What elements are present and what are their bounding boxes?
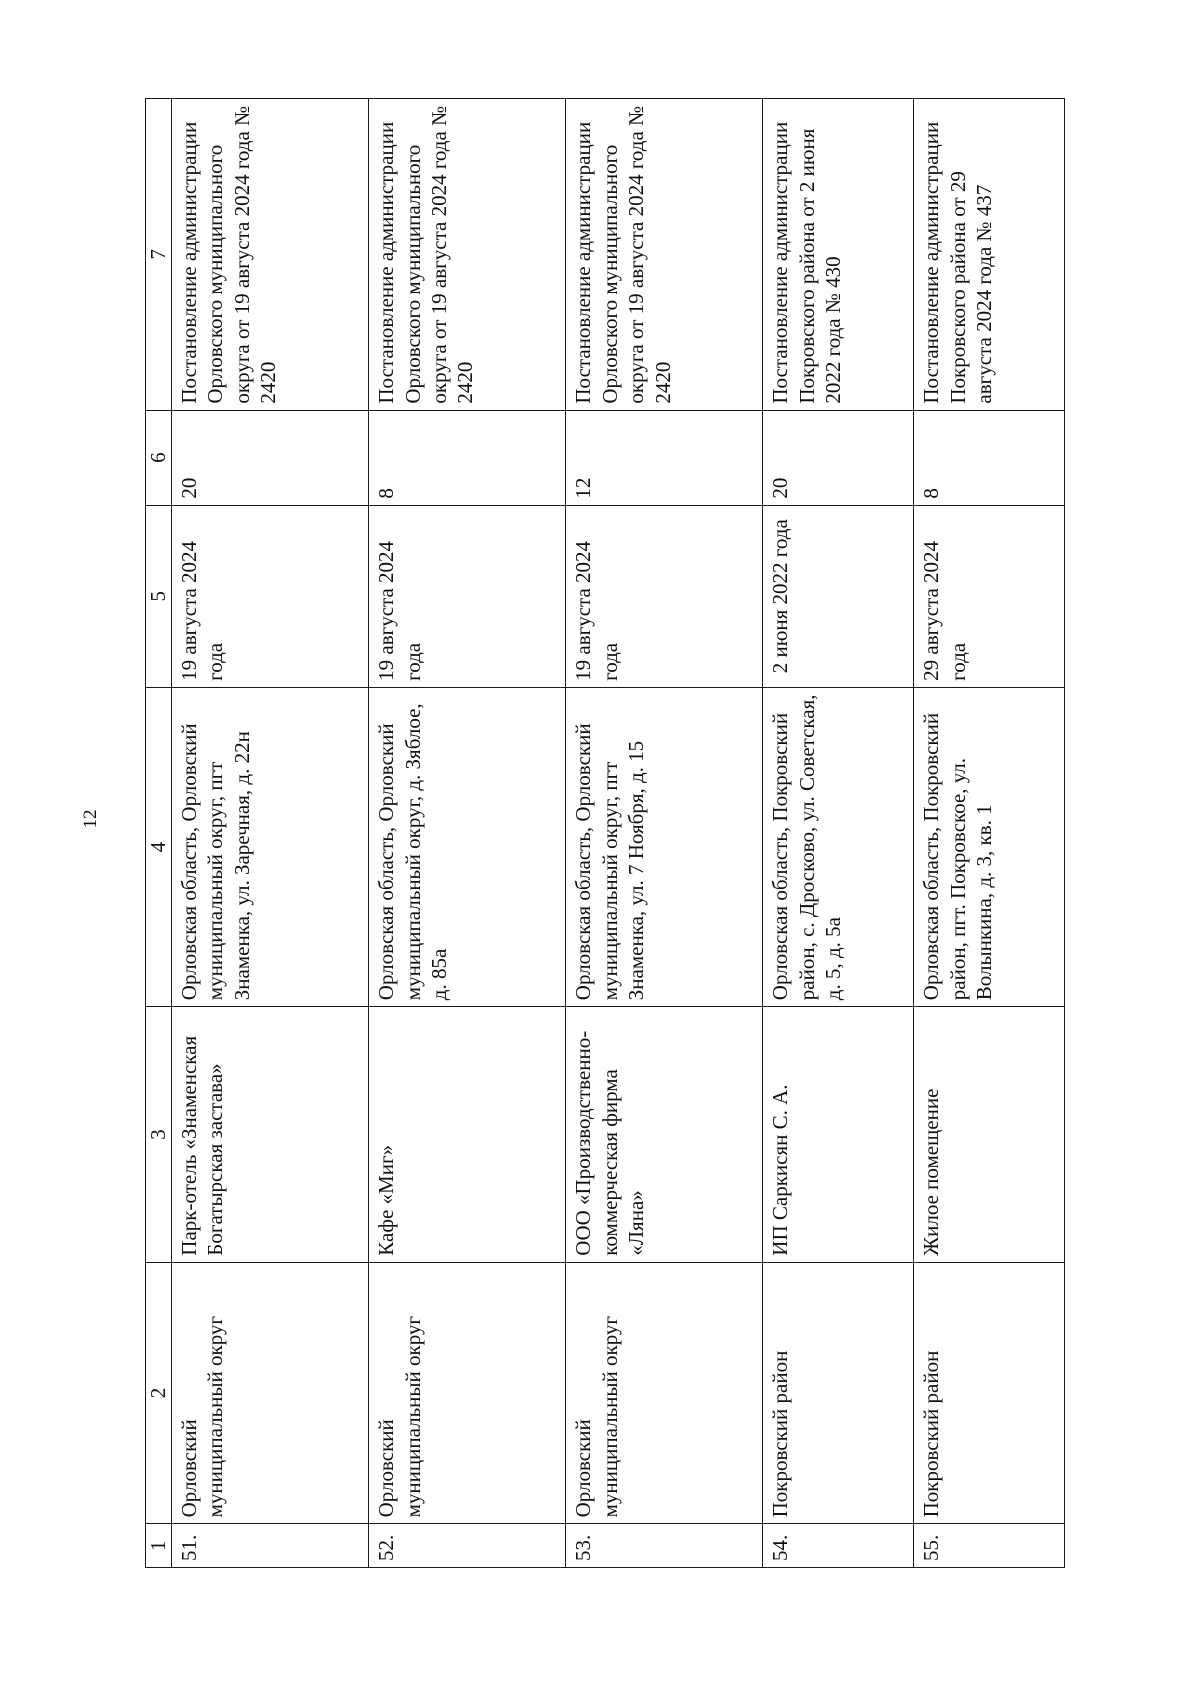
object-cell: Парк-отель «Знаменская Богатырская застава» (172, 1007, 369, 1262)
document-cell: Постановление администрации Орловского муниципального округа от 19 августа 2024 года № 2420 (172, 99, 369, 411)
object-cell: Жилое помещение (914, 1007, 1065, 1262)
table-row (914, 99, 1065, 1568)
object-cell: Кафе «Миг» (369, 1007, 566, 1262)
header-cell-6: 6 (146, 410, 172, 505)
document-cell: Постановление администрации Покровского района от 29 августа 2024 года № 437 (914, 99, 1065, 411)
registry-table (145, 98, 1065, 1568)
count-cell: 20 (172, 410, 369, 505)
object-cell: ИП Саркисян С. А. (763, 1007, 914, 1262)
address-cell: Орловская область, Орловский муниципальный округ, д. Зяблое, д. 85а (369, 687, 566, 1006)
table-row (566, 99, 763, 1568)
header-cell-7: 7 (146, 99, 172, 411)
date-cell: 19 августа 2024 года (566, 505, 763, 687)
document-cell: Постановление администрации Орловского муниципального округа от 19 августа 2024 года № 2420 (566, 99, 763, 411)
header-cell-5: 5 (146, 505, 172, 687)
district-cell: Покровский район (914, 1262, 1065, 1524)
count-cell: 8 (914, 410, 1065, 505)
document-cell: Постановление администрации Покровского района от 2 июня 2022 года № 430 (763, 99, 914, 411)
count-cell: 8 (369, 410, 566, 505)
district-cell: Орловский муниципальный округ (566, 1262, 763, 1524)
date-cell: 19 августа 2024 года (172, 505, 369, 687)
date-cell: 29 августа 2024 года (914, 505, 1065, 687)
object-cell: ООО «Производственно-коммерческая фирма «Ляна» (566, 1007, 763, 1262)
table-row (172, 99, 369, 1568)
row-number: 54. (763, 1524, 914, 1568)
header-cell-1: 1 (146, 1524, 172, 1568)
district-cell: Орловский муниципальный округ (172, 1262, 369, 1524)
address-cell: Орловская область, Покровский район, пгт. Покровское, ул. Волынкина, д. 3, кв. 1 (914, 687, 1065, 1006)
header-cell-2: 2 (146, 1262, 172, 1524)
table-row (763, 99, 914, 1568)
row-number: 52. (369, 1524, 566, 1568)
table-row (369, 99, 566, 1568)
district-cell: Покровский район (763, 1262, 914, 1524)
address-cell: Орловская область, Орловский муниципальный округ, пгт Знаменка, ул. Заречная, д. 22н (172, 687, 369, 1006)
row-number: 55. (914, 1524, 1065, 1568)
document-cell: Постановление администрации Орловского муниципального округа от 19 августа 2024 года № 2420 (369, 99, 566, 411)
header-cell-3: 3 (146, 1007, 172, 1262)
district-cell: Орловский муниципальный округ (369, 1262, 566, 1524)
date-cell: 2 июня 2022 года (763, 505, 914, 687)
page-number: 12 (80, 809, 101, 829)
row-number: 53. (566, 1524, 763, 1568)
header-cell-4: 4 (146, 687, 172, 1006)
row-number: 51. (172, 1524, 369, 1568)
count-cell: 20 (763, 410, 914, 505)
address-cell: Орловская область, Покровский район, с. Дросково, ул. Советская, д. 5, д. 5а (763, 687, 914, 1006)
address-cell: Орловская область, Орловский муниципальный округ, пгт Знаменка, ул. 7 Ноября, д. 15 (566, 687, 763, 1006)
header-row (146, 99, 172, 1568)
date-cell: 19 августа 2024 года (369, 505, 566, 687)
registry-table-container (145, 98, 1065, 1568)
count-cell: 12 (566, 410, 763, 505)
